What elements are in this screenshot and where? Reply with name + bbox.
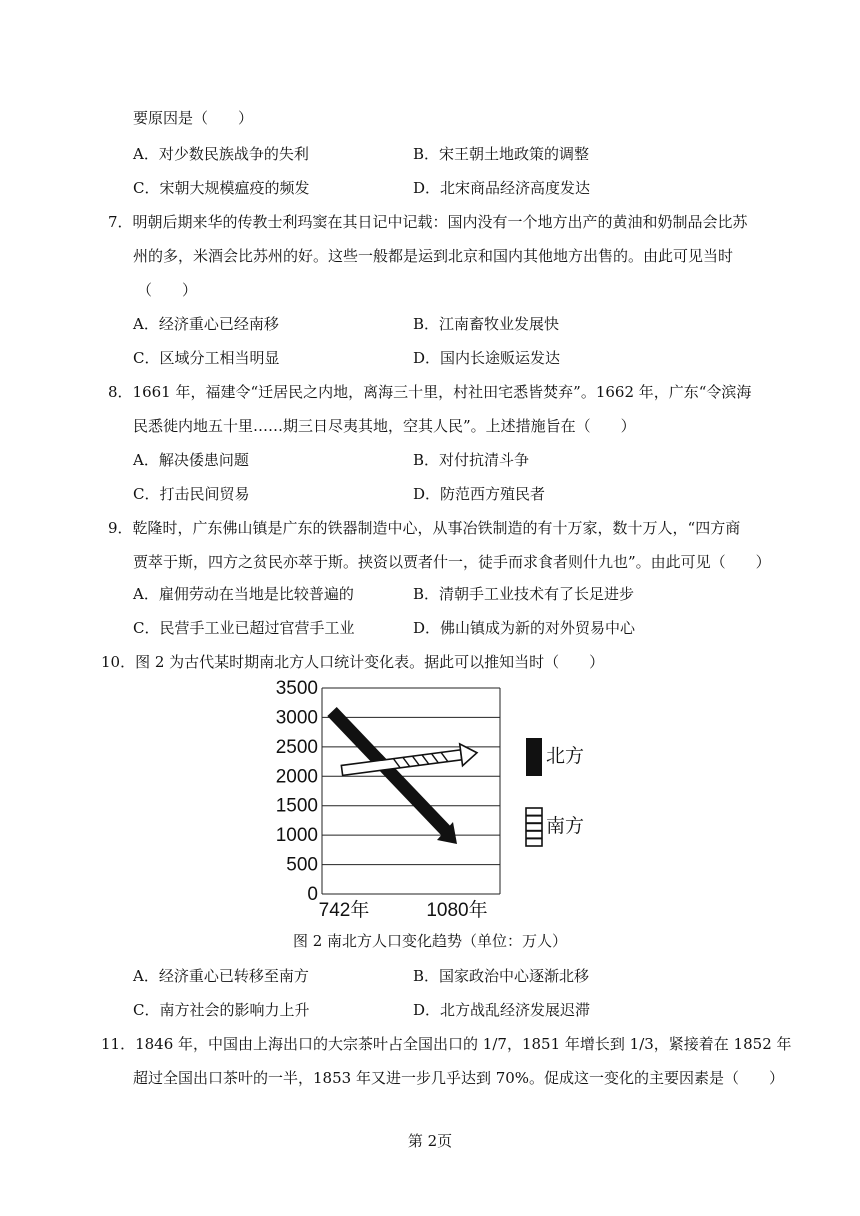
- legend-swatch-north: [526, 738, 542, 776]
- q8-option-d: D．防范西方殖民者: [413, 485, 546, 503]
- q10-option-a: A．经济重心已转移至南方: [133, 967, 309, 985]
- q8-option-a: A．解决倭患问题: [133, 451, 249, 469]
- legend-label-north: 北方: [546, 745, 585, 767]
- q8-line-2: 民悉徙内地五十里……期三日尽夷其地，空其人民”。上述措施旨在（ ）: [133, 417, 636, 435]
- y-axis-ticks: [276, 678, 318, 905]
- q6-option-b: B．宋王朝土地政策的调整: [413, 145, 590, 163]
- x-tick-label: 742年: [318, 900, 370, 920]
- q7-line-1: 7．明朝后期来华的传教士利玛窦在其日记中记载：国内没有一个地方出产的黄油和奶制品会比苏: [108, 213, 748, 231]
- y-tick-label: 2000: [275, 766, 318, 788]
- q11-line-2: 超过全国出口茶叶的一半，1853 年又进一步几乎达到 70%。促成这一变化的主要因素是（ ）: [133, 1069, 785, 1087]
- page-number: 第 2页: [407, 1132, 453, 1150]
- population-chart-svg: [262, 676, 602, 920]
- q7-option-b: B．江南畜牧业发展快: [413, 315, 560, 333]
- q6-option-c: C．宋朝大规模瘟疫的频发: [133, 179, 310, 197]
- q10-line-1: 10．图 2 为古代某时期南北方人口统计变化表。据此可以推知当时（ ）: [101, 653, 605, 671]
- q7-line-2: 州的多，米酒会比苏州的好。这些一般都是运到北京和国内其他地方出售的。由此可见当时: [133, 247, 734, 265]
- y-tick-label: 3000: [275, 707, 318, 729]
- y-tick-label: 0: [307, 884, 318, 905]
- q6-option-a: A．对少数民族战争的失利: [133, 145, 309, 163]
- q11-line-1: 11．1846 年，中国由上海出口的大宗茶叶占全国出口的 1/7，1851 年增长到 1/3，紧接着在 1852 年: [101, 1035, 792, 1053]
- q7-option-a: A．经济重心已经南移: [133, 315, 279, 333]
- q9-option-d: D．佛山镇成为新的对外贸易中心: [413, 619, 636, 637]
- q9-option-b: B．清朝手工业技术有了长足进步: [413, 585, 635, 603]
- q10-option-b: B．国家政治中心逐渐北移: [413, 967, 590, 985]
- y-tick-label: 1000: [275, 825, 318, 847]
- q8-option-b: B．对付抗清斗争: [413, 451, 530, 469]
- q9-option-a: A．雇佣劳动在当地是比较普遍的: [133, 585, 354, 603]
- q8-option-c: C．打击民间贸易: [133, 485, 250, 503]
- legend-swatch-south: [526, 808, 542, 846]
- x-axis-ticks: [319, 899, 488, 920]
- q7-option-c: C．区域分工相当明显: [133, 349, 280, 367]
- q8-line-1: 8．1661 年，福建令“迁居民之内地，离海三十里，村社田宅悉皆焚弃”。1662 年，广东“令滨海: [108, 383, 752, 401]
- q6-tail: 要原因是（ ）: [133, 109, 254, 127]
- q10-option-c: C．南方社会的影响力上升: [133, 1001, 310, 1019]
- q9-option-c: C．民营手工业已超过官营手工业: [133, 619, 355, 637]
- x-tick-label: 1080年: [426, 900, 488, 920]
- y-tick-label: 500: [286, 854, 318, 876]
- q7-option-d: D．国内长途贩运发达: [413, 349, 561, 367]
- y-tick-label: 1500: [275, 795, 318, 817]
- south-series-body: [341, 750, 461, 775]
- y-tick-label: 3500: [275, 678, 318, 699]
- population-chart: [262, 676, 602, 920]
- q6-option-d: D．北宋商品经济高度发达: [413, 179, 591, 197]
- legend-label-south: 南方: [546, 815, 585, 837]
- q10-option-d: D．北方战乱经济发展迟滞: [413, 1001, 591, 1019]
- chart-series: [332, 712, 477, 844]
- figure-caption: 图 2 南北方人口变化趋势（单位：万人）: [292, 932, 568, 950]
- q9-line-1: 9．乾隆时，广东佛山镇是广东的铁器制造中心，从事冶铁制造的有十万家，数十万人，“四方商: [108, 519, 741, 537]
- q9-line-2: 贾萃于斯，四方之贫民亦萃于斯。挟资以贾者什一，徒手而求食者则什九也”。由此可见（ ）: [133, 553, 771, 571]
- chart-legend: [526, 738, 584, 846]
- q7-line-3: （ ）: [137, 281, 198, 299]
- y-tick-label: 2500: [275, 736, 318, 758]
